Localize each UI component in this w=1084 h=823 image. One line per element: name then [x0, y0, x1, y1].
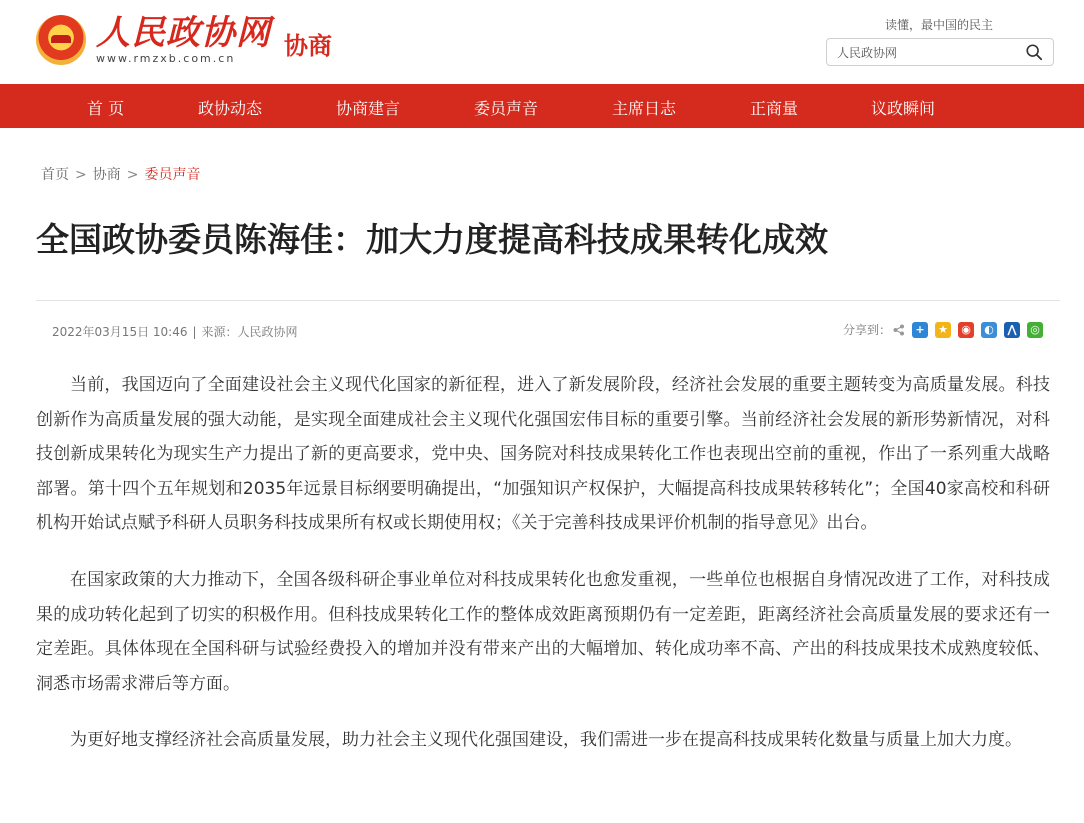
- share-icon: [893, 324, 905, 336]
- site-logo[interactable]: [36, 14, 271, 66]
- site-slogan: 读懂，最中国的民主: [884, 18, 993, 32]
- article-paragraph: 在国家政策的大力推动下，全国各级科研企事业单位对科技成果转化也愈发重视，一些单位也根据自身情况改进了工作，对科技成果的成功转化起到了切实的积极作用。但科技成果转化工作的整体成效距离预期仍有一定差距，距离经济社会高质量发展的要求还有一定差距。具体体现在全国科研与试验经费投入的增加并没有带来产出的大幅增加、转化成功率不高、产出的科技成果技术成熟度较低、洞悉市场需求滞后等方面。: [36, 569, 1050, 694]
- main-nav: [0, 84, 1084, 128]
- article-body: [36, 368, 1050, 780]
- breadcrumb-separator: >: [75, 167, 87, 183]
- breadcrumb-home[interactable]: 首页: [41, 167, 69, 183]
- breadcrumb-current[interactable]: 委员声音: [144, 167, 201, 183]
- search-icon[interactable]: [1025, 43, 1043, 61]
- cppcc-emblem-icon: [36, 15, 86, 65]
- publish-date: 2022年03月15日 10:46: [52, 325, 188, 339]
- logo-url: www.rmzxb.com.cn: [96, 52, 236, 65]
- logo-text-block: [96, 14, 271, 66]
- breadcrumb-separator: >: [126, 167, 139, 183]
- nav-item-chairman-diary[interactable]: 主席日志: [612, 99, 677, 118]
- search-input[interactable]: [835, 44, 1019, 60]
- site-header: [0, 0, 1084, 84]
- channel-name[interactable]: 协商: [284, 32, 332, 60]
- search-box[interactable]: [826, 38, 1054, 66]
- share-qzone-icon[interactable]: ★: [935, 322, 951, 338]
- nav-item-member-voices[interactable]: 委员声音: [474, 99, 539, 118]
- article-paragraph: 当前，我国迈向了全面建设社会主义现代化国家的新征程，进入了新发展阶段，经济社会发展的重要主题转变为高质量发展。科技创新作为高质量发展的强大动能，是实现全面建成社会主义现代化强国宏伟目标的重要引擎。当前经济社会发展的新形势新情况，对科技创新成果转化为现实生产力提出了新的更高要求，党中央、国务院对科技成果转化工作也表现出空前的重视，作出了一系列重大战略部署。第十四个五年规划和2035年远景目标纲要明确提出，“加强知识产权保护，大幅提高科技成果转移转化”；全国40家高校和科研机构开始试点赋予科研人员职务科技成果所有权或长期使用权；《关于完善科技成果评价机制的指导意见》出台。: [36, 375, 1050, 534]
- nav-item-home[interactable]: 首 页: [87, 99, 125, 118]
- share-renren-icon[interactable]: ⋀: [1004, 322, 1020, 338]
- article-meta: [52, 323, 298, 340]
- meta-divider: |: [192, 325, 197, 339]
- nav-item-discussion[interactable]: 正商量: [750, 99, 799, 118]
- share-more-plus-icon[interactable]: +: [912, 322, 928, 338]
- nav-item-cppcc-news[interactable]: 政协动态: [198, 99, 263, 118]
- title-divider: [36, 300, 1060, 301]
- share-label: 分享到：: [843, 323, 892, 337]
- logo-title: 人民政协网: [96, 13, 271, 53]
- breadcrumb: [41, 164, 200, 184]
- breadcrumb-consultation[interactable]: 协商: [92, 167, 121, 183]
- nav-item-moments[interactable]: 议政瞬间: [871, 99, 936, 118]
- share-weibo-icon[interactable]: ◉: [958, 322, 974, 338]
- article-paragraph: 为更好地支撑经济社会高质量发展，助力社会主义现代化强国建设，我们需进一步在提高科技成果转化数量与质量上加大力度。: [70, 730, 1022, 751]
- share-wechat-icon[interactable]: ◎: [1027, 322, 1043, 338]
- share-tencent-weibo-icon[interactable]: ◐: [981, 322, 997, 338]
- nav-item-consultation[interactable]: 协商建言: [336, 99, 401, 118]
- share-bar: [843, 321, 1043, 338]
- article-source: 来源：人民政协网: [201, 325, 298, 339]
- article-title: 全国政协委员陈海佳：加大力度提高科技成果转化成效: [36, 220, 828, 259]
